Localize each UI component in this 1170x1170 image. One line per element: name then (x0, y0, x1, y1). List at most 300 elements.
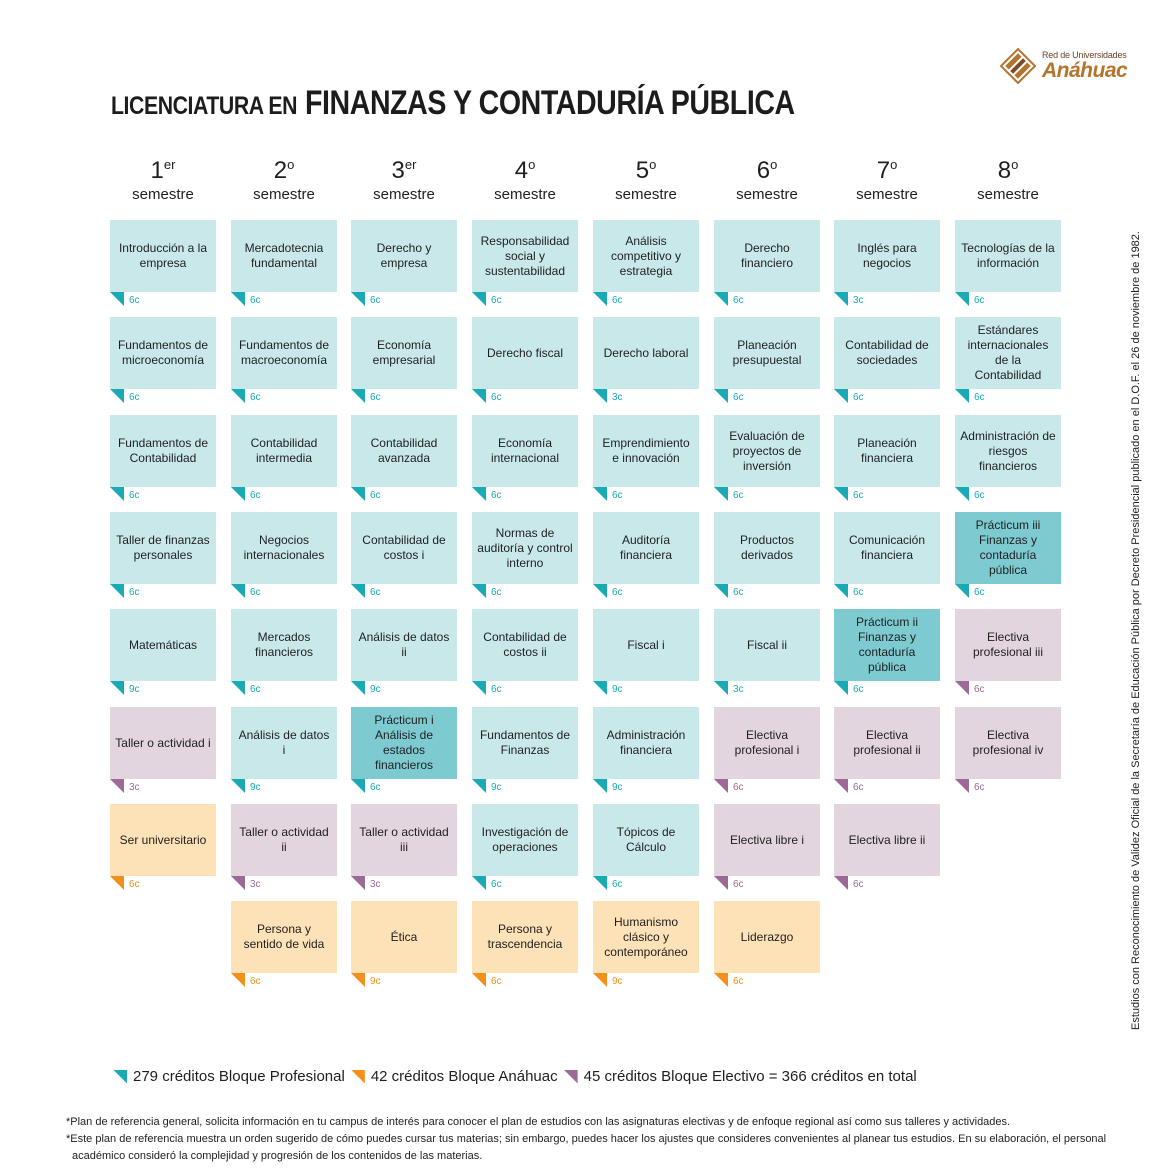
logo-subtitle: Red de Universidades (1042, 50, 1127, 60)
course-credits (593, 292, 643, 308)
credit-value: 6c (370, 392, 381, 403)
credit-triangle-icon (834, 389, 848, 403)
credit-triangle-icon (231, 876, 245, 890)
credit-triangle-icon (351, 292, 365, 306)
credit-value: 9c (612, 782, 623, 793)
credit-value: 6c (129, 587, 140, 598)
course-credits (834, 681, 884, 697)
credit-value: 6c (250, 587, 261, 598)
credit-triangle-icon (351, 779, 365, 793)
credit-value: 6c (370, 295, 381, 306)
credit-triangle-icon (231, 681, 245, 695)
course-credits (955, 389, 1005, 405)
course-credits (834, 876, 884, 892)
rvoe-note: Estudios con Reconocimiento de Validez Oficial de la Secretaría de Educación Pública por Decreto Presidencial publicado en el D.O.F. el 26 de noviembre de 1982. (1130, 231, 1142, 1030)
course-credits (110, 389, 160, 405)
course-credits (714, 681, 764, 697)
course-credits (834, 584, 884, 600)
credit-value: 6c (733, 490, 744, 501)
credit-value: 6c (853, 782, 864, 793)
course-credits (593, 584, 643, 600)
credit-value: 6c (853, 684, 864, 695)
course-card: Contabilidad de sociedades (834, 317, 940, 389)
course-card: Ser universitario (110, 804, 216, 876)
credit-triangle-icon (472, 389, 486, 403)
course-credits (472, 584, 522, 600)
course-card: Derecho fiscal (472, 317, 578, 389)
credit-value: 9c (370, 684, 381, 695)
credit-triangle-icon (351, 973, 365, 987)
credits-legend (113, 1068, 923, 1085)
credit-triangle-icon (472, 487, 486, 501)
credit-triangle-icon (955, 292, 969, 306)
credit-value: 3c (370, 879, 381, 890)
semester-number-suffix: o (287, 157, 295, 172)
credit-triangle-icon (231, 584, 245, 598)
course-card: Fundamentos de Contabilidad (110, 415, 216, 487)
credit-value: 9c (129, 684, 140, 695)
course-credits (593, 389, 643, 405)
credit-triangle-icon (714, 973, 728, 987)
course-card: Matemáticas (110, 609, 216, 681)
semester-number (231, 158, 337, 184)
semester-label: semestre (736, 186, 798, 203)
credit-triangle-icon (231, 389, 245, 403)
credit-value: 6c (974, 684, 985, 695)
semester-number (110, 158, 216, 184)
credit-value: 6c (974, 587, 985, 598)
credit-triangle-icon (351, 487, 365, 501)
credit-value: 6c (491, 879, 502, 890)
semester-number (834, 158, 940, 184)
course-card: Emprendimiento e innovación (593, 415, 699, 487)
credit-triangle-icon (714, 584, 728, 598)
semester-number-digit: 5 (635, 157, 650, 184)
semester-label: semestre (615, 186, 677, 203)
semester-number-suffix: o (890, 157, 898, 172)
semester-number-suffix: o (770, 157, 778, 172)
course-credits (955, 584, 1005, 600)
course-credits (593, 876, 643, 892)
course-card: Análisis competitivo y estrategia (593, 220, 699, 292)
course-card: Fiscal ii (714, 609, 820, 681)
credit-value: 6c (612, 295, 623, 306)
course-card: Taller o actividad ii (231, 804, 337, 876)
footnote-2: *Este plan de referencia muestra un orden sugerido de cómo puedes cursar tus materias; sin embargo, puedes hacer los ajustes que consideres convenientes al planear tus estudios. En su elaboración, el personal académico consideró la complejidad y progresión de los contenidos de las materias. (66, 1133, 1107, 1162)
course-credits (714, 487, 764, 503)
course-credits (472, 779, 522, 795)
course-credits (351, 487, 401, 503)
course-card: Electiva profesional ii (834, 707, 940, 779)
course-credits (714, 779, 764, 795)
credit-triangle-icon (714, 292, 728, 306)
course-credits (110, 876, 160, 892)
course-credits (834, 487, 884, 503)
credit-triangle-icon (593, 487, 607, 501)
course-card: Planeación financiera (834, 415, 940, 487)
credit-triangle-icon (351, 584, 365, 598)
title-prefix: LICENCIATURA EN (111, 92, 298, 120)
course-card: Investigación de operaciones (472, 804, 578, 876)
credit-value: 6c (491, 587, 502, 598)
semester-label: semestre (373, 186, 435, 203)
orange-triangle-icon (351, 1070, 365, 1084)
credit-triangle-icon (472, 779, 486, 793)
course-credits (110, 487, 160, 503)
course-credits (231, 876, 281, 892)
semester-header (714, 158, 820, 204)
course-credits (231, 292, 281, 308)
course-card: Introducción a la empresa (110, 220, 216, 292)
credit-triangle-icon (593, 584, 607, 598)
credit-value: 6c (974, 782, 985, 793)
course-card: Economía empresarial (351, 317, 457, 389)
course-credits (351, 779, 401, 795)
semester-label: semestre (132, 186, 194, 203)
credit-value: 6c (733, 392, 744, 403)
credit-triangle-icon (834, 876, 848, 890)
credit-value: 6c (733, 976, 744, 987)
credit-triangle-icon (593, 389, 607, 403)
credit-value: 6c (853, 490, 864, 501)
course-card: Contabilidad de costos i (351, 512, 457, 584)
course-card: Administración de riesgos financieros (955, 415, 1061, 487)
credit-value: 6c (733, 782, 744, 793)
credit-value: 6c (250, 490, 261, 501)
credit-triangle-icon (834, 779, 848, 793)
course-credits (593, 779, 643, 795)
course-card: Mercados financieros (231, 609, 337, 681)
credit-triangle-icon (834, 487, 848, 501)
credit-triangle-icon (955, 779, 969, 793)
course-card: Electiva profesional i (714, 707, 820, 779)
course-card: Ética (351, 901, 457, 973)
semester-number (593, 158, 699, 184)
course-card: Derecho financiero (714, 220, 820, 292)
course-credits (472, 487, 522, 503)
course-card: Estándares internacionales de la Contabilidad (955, 317, 1061, 389)
legend-anahuac (351, 1068, 558, 1085)
course-card: Normas de auditoría y control interno (472, 512, 578, 584)
course-credits (834, 389, 884, 405)
credit-value: 6c (491, 976, 502, 987)
course-card: Prácticum ii Finanzas y contaduría pública (834, 609, 940, 681)
course-credits (351, 389, 401, 405)
credit-value: 6c (491, 684, 502, 695)
legend-anahuac-text: 42 créditos Bloque Anáhuac (370, 1068, 558, 1085)
semester-number-suffix: o (649, 157, 657, 172)
course-card: Electiva libre i (714, 804, 820, 876)
course-credits (472, 876, 522, 892)
semester-header (472, 158, 578, 204)
course-credits (231, 584, 281, 600)
course-credits (714, 389, 764, 405)
footnote-1: *Plan de referencia general, solicita información en tu campus de interés para conocer el plan de estudios con las asignaturas electivas y de enfoque regional así como sus talleres y actividades. (66, 1116, 1011, 1128)
credit-value: 6c (250, 295, 261, 306)
title-main: FINANZAS Y CONTADURÍA PÚBLICA (304, 84, 795, 122)
course-card: Taller o actividad iii (351, 804, 457, 876)
credit-value: 6c (733, 587, 744, 598)
credit-value: 9c (612, 976, 623, 987)
credit-triangle-icon (714, 487, 728, 501)
course-card: Persona y sentido de vida (231, 901, 337, 973)
credit-triangle-icon (110, 876, 124, 890)
semester-number (472, 158, 578, 184)
course-credits (955, 681, 1005, 697)
course-card: Economía internacional (472, 415, 578, 487)
course-card: Contabilidad de costos ii (472, 609, 578, 681)
semester-number-suffix: er (404, 157, 417, 172)
credit-value: 6c (370, 490, 381, 501)
credit-value: 6c (129, 392, 140, 403)
semester-label: semestre (253, 186, 315, 203)
course-credits (110, 779, 160, 795)
course-credits (231, 973, 281, 989)
course-credits (714, 292, 764, 308)
credit-value: 3c (612, 392, 623, 403)
credit-triangle-icon (472, 681, 486, 695)
teal-triangle-icon (113, 1070, 127, 1084)
semester-number-digit: 8 (997, 157, 1012, 184)
credit-triangle-icon (955, 389, 969, 403)
course-credits (351, 681, 401, 697)
legend-electivo-text: 45 créditos Bloque Electivo = 366 créditos en total (583, 1068, 917, 1085)
course-credits (714, 973, 764, 989)
credit-value: 6c (853, 392, 864, 403)
credit-value: 6c (974, 490, 985, 501)
credit-triangle-icon (834, 681, 848, 695)
course-credits (593, 681, 643, 697)
credit-triangle-icon (472, 876, 486, 890)
credit-value: 6c (974, 295, 985, 306)
credit-triangle-icon (593, 876, 607, 890)
credit-triangle-icon (955, 487, 969, 501)
course-credits (834, 292, 884, 308)
course-credits (110, 292, 160, 308)
credit-triangle-icon (231, 779, 245, 793)
credit-triangle-icon (714, 389, 728, 403)
credit-triangle-icon (714, 779, 728, 793)
course-credits (110, 681, 160, 697)
course-credits (472, 681, 522, 697)
course-credits (955, 487, 1005, 503)
logo-name: Anáhuac (1042, 59, 1128, 82)
credit-triangle-icon (955, 681, 969, 695)
credit-value: 3c (733, 684, 744, 695)
semester-header (110, 158, 216, 204)
course-card: Contabilidad intermedia (231, 415, 337, 487)
credit-value: 6c (491, 392, 502, 403)
course-credits (955, 779, 1005, 795)
anahuac-logo (1000, 44, 1130, 90)
credit-triangle-icon (472, 973, 486, 987)
credit-triangle-icon (593, 681, 607, 695)
course-credits (955, 292, 1005, 308)
course-card: Electiva profesional iii (955, 609, 1061, 681)
course-card: Prácticum iii Finanzas y contaduría pública (955, 512, 1061, 584)
credit-triangle-icon (231, 292, 245, 306)
course-card: Mercadotecnia fundamental (231, 220, 337, 292)
course-card: Fundamentos de Finanzas (472, 707, 578, 779)
footnotes (66, 1114, 1146, 1165)
course-card: Liderazgo (714, 901, 820, 973)
course-card: Auditoría financiera (593, 512, 699, 584)
credit-value: 6c (491, 295, 502, 306)
course-card: Evaluación de proyectos de inversión (714, 415, 820, 487)
course-credits (472, 973, 522, 989)
course-credits (472, 292, 522, 308)
course-credits (231, 487, 281, 503)
semester-number-digit: 3 (391, 157, 405, 184)
semester-number-suffix: o (1011, 157, 1019, 172)
course-card: Fundamentos de microeconomía (110, 317, 216, 389)
course-credits (351, 584, 401, 600)
semester-number-digit: 6 (756, 157, 771, 184)
credit-triangle-icon (472, 292, 486, 306)
semester-number-digit: 7 (876, 157, 891, 184)
credit-value: 6c (370, 587, 381, 598)
semester-label: semestre (494, 186, 556, 203)
legend-electivo (564, 1068, 917, 1085)
credit-value: 6c (129, 490, 140, 501)
credit-triangle-icon (110, 389, 124, 403)
credit-triangle-icon (110, 584, 124, 598)
credit-value: 6c (250, 976, 261, 987)
course-card: Prácticum i Análisis de estados financieros (351, 707, 457, 779)
course-card: Tecnologías de la información (955, 220, 1061, 292)
credit-triangle-icon (714, 681, 728, 695)
course-credits (472, 389, 522, 405)
semester-number-suffix: er (163, 157, 176, 172)
page-title (111, 84, 888, 123)
course-credits (714, 876, 764, 892)
course-credits (351, 973, 401, 989)
course-card: Planeación presupuestal (714, 317, 820, 389)
credit-triangle-icon (231, 487, 245, 501)
credit-value: 6c (250, 392, 261, 403)
course-credits (231, 389, 281, 405)
credit-value: 9c (250, 782, 261, 793)
credit-triangle-icon (110, 779, 124, 793)
credit-value: 9c (612, 684, 623, 695)
course-card: Análisis de datos ii (351, 609, 457, 681)
course-card: Administración financiera (593, 707, 699, 779)
credit-triangle-icon (351, 389, 365, 403)
credit-value: 6c (853, 879, 864, 890)
legend-profesional-text: 279 créditos Bloque Profesional (133, 1068, 345, 1085)
semester-number (714, 158, 820, 184)
credit-triangle-icon (351, 681, 365, 695)
credit-value: 6c (612, 879, 623, 890)
credit-value: 9c (491, 782, 502, 793)
credit-triangle-icon (472, 584, 486, 598)
course-credits (593, 487, 643, 503)
course-card: Electiva profesional iv (955, 707, 1061, 779)
credit-triangle-icon (231, 973, 245, 987)
credit-triangle-icon (351, 876, 365, 890)
credit-value: 9c (370, 976, 381, 987)
course-card: Electiva libre ii (834, 804, 940, 876)
credit-value: 6c (733, 879, 744, 890)
credit-triangle-icon (955, 584, 969, 598)
course-card: Responsabilidad social y sustentabilidad (472, 220, 578, 292)
credit-triangle-icon (834, 292, 848, 306)
credit-value: 3c (129, 782, 140, 793)
course-credits (351, 876, 401, 892)
legend-profesional (113, 1068, 345, 1085)
course-card: Productos derivados (714, 512, 820, 584)
credit-value: 6c (129, 879, 140, 890)
credit-value: 6c (491, 490, 502, 501)
course-card: Negocios internacionales (231, 512, 337, 584)
course-card: Análisis de datos i (231, 707, 337, 779)
anahuac-logo-mark-icon (1000, 48, 1036, 84)
credit-value: 6c (853, 587, 864, 598)
semester-number-digit: 4 (514, 157, 529, 184)
credit-triangle-icon (110, 292, 124, 306)
course-card: Contabilidad avanzada (351, 415, 457, 487)
course-credits (110, 584, 160, 600)
semester-label: semestre (977, 186, 1039, 203)
course-credits (351, 292, 401, 308)
semester-header (231, 158, 337, 204)
course-credits (231, 681, 281, 697)
course-card: Fundamentos de macroeconomía (231, 317, 337, 389)
semester-header (351, 158, 457, 204)
course-card: Taller de finanzas personales (110, 512, 216, 584)
credit-triangle-icon (110, 681, 124, 695)
course-credits (231, 779, 281, 795)
credit-value: 6c (129, 295, 140, 306)
course-credits (714, 584, 764, 600)
course-card: Inglés para negocios (834, 220, 940, 292)
purple-triangle-icon (564, 1070, 578, 1084)
credit-triangle-icon (110, 487, 124, 501)
course-card: Humanismo clásico y contemporáneo (593, 901, 699, 973)
semester-number-digit: 1 (150, 157, 164, 184)
credit-triangle-icon (714, 876, 728, 890)
semester-number (955, 158, 1061, 184)
credit-value: 3c (250, 879, 261, 890)
credit-value: 6c (733, 295, 744, 306)
credit-triangle-icon (593, 973, 607, 987)
credit-value: 6c (974, 392, 985, 403)
course-card: Tópicos de Cálculo (593, 804, 699, 876)
semester-label: semestre (856, 186, 918, 203)
credit-triangle-icon (593, 292, 607, 306)
semester-number (351, 158, 457, 184)
credit-triangle-icon (593, 779, 607, 793)
credit-triangle-icon (834, 584, 848, 598)
credit-value: 6c (250, 684, 261, 695)
course-card: Derecho y empresa (351, 220, 457, 292)
course-card: Comunicación financiera (834, 512, 940, 584)
semester-number-digit: 2 (273, 157, 288, 184)
semester-number-suffix: o (528, 157, 536, 172)
credit-value: 6c (370, 782, 381, 793)
semester-header (593, 158, 699, 204)
course-credits (834, 779, 884, 795)
semester-header (955, 158, 1061, 204)
credit-value: 6c (612, 490, 623, 501)
credit-value: 6c (612, 587, 623, 598)
course-card: Taller o actividad i (110, 707, 216, 779)
semester-header (834, 158, 940, 204)
course-credits (593, 973, 643, 989)
course-card: Derecho laboral (593, 317, 699, 389)
credit-value: 3c (853, 295, 864, 306)
course-card: Fiscal i (593, 609, 699, 681)
